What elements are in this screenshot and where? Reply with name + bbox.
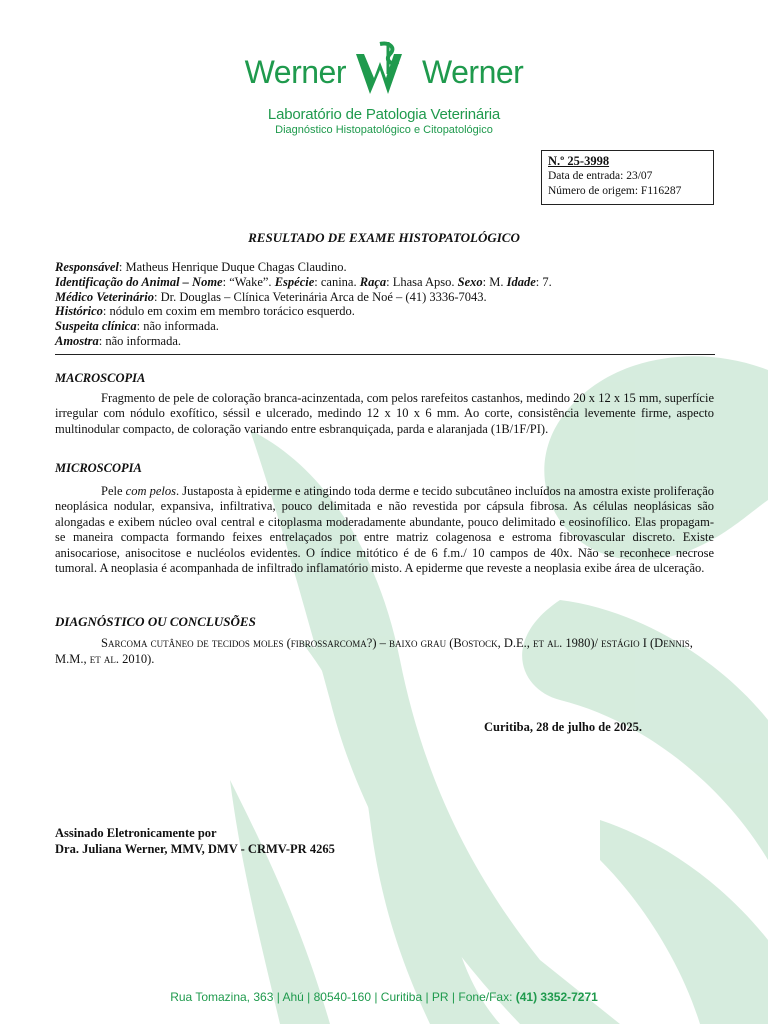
divider <box>55 354 715 355</box>
value-suspeita: : não informada. <box>136 319 219 334</box>
origin-number: Número de origem: F116287 <box>548 185 682 197</box>
value-idade: : 7. <box>535 274 552 289</box>
value-sexo: : M. <box>482 274 507 289</box>
label-historico: Histórico <box>55 304 103 319</box>
label-sexo: Sexo <box>457 274 483 289</box>
info-responsavel <box>55 260 715 275</box>
lab-tagline: Diagnóstico Histopatológico e Citopatológico <box>275 124 493 136</box>
microscopia-lead: Pele <box>101 484 126 498</box>
footer-address: Rua Tomazina, 363 | Ahú | 80540-160 | Curitiba | PR | Fone/Fax: <box>170 990 516 1004</box>
signature-block <box>55 825 335 857</box>
exam-id-box <box>541 150 714 205</box>
exam-number: N.º 25-3998 <box>548 154 610 168</box>
macroscopia-text: Fragmento de pele de coloração branca-acinzentada, com pelos rarefeitos castanhos, medindo 20 x 12 x 15 mm, superfície irregular com nódulo exofítico, séssil e ulcerado, medindo 12 x 10 x 6 mm. Ao corte, consistência levemente firme, aspecto multinodular compacto, de coloração variando entre esbranquiçada, parda e alaranjada (1B/1F/PI). <box>55 391 714 436</box>
label-medico: Médico Veterinário <box>55 289 154 304</box>
value-especie: : canina. <box>314 274 360 289</box>
microscopia-heading: MICROSCOPIA <box>55 461 142 475</box>
info-suspeita <box>55 319 715 334</box>
macroscopia-heading: MACROSCOPIA <box>55 371 146 385</box>
microscopia-text <box>55 484 714 576</box>
label-identificacao: Identificação do Animal – Nome <box>55 274 223 289</box>
logo-word-left: Werner <box>244 53 346 90</box>
label-amostra: Amostra <box>55 333 99 348</box>
signature-line1: Assinado Eletronicamente por <box>55 826 217 840</box>
lab-name: Laboratório de Patologia Veterinária <box>267 106 501 123</box>
patient-info <box>55 260 715 349</box>
info-identificacao <box>55 275 715 290</box>
entry-date: Data de entrada: 23/07 <box>548 170 653 182</box>
label-idade: Idade <box>506 274 536 289</box>
ww-emblem-icon <box>352 40 416 104</box>
diagnostico-text: Sarcoma cutâneo de tecidos moles (fibrossarcoma?) – baixo grau (Bostock, D.E., et al. 1980)/ estágio I (Dennis, M.M., et al. 2010). <box>55 636 693 666</box>
info-amostra <box>55 334 715 349</box>
microscopia-body: . Justaposta à epiderme e atingindo toda derme e tecido subcutâneo incluídos na amostra existe proliferação neoplásica nodular, expansiva, infiltrativa, pouco delimitada e não revestida por cápsula fibrosa. As células neoplásicas são alongadas e exibem núcleo oval central e citoplasma moderadamente abundante, pouco delimitado e eosinofílico. Elas propagam-se maneira compacta formando feixes entrelaçados por entre matriz colagenosa e estroma fibrovascular discreto. Existe anisocariose, anisocitose e nucléolos evidentes. O índice mitótico é de 6 f.m./ 10 campos de 40x. Não se reconhece necrose tumoral. A neoplasia é acompanhada de infiltrado inflamatório misto. A epiderme que reveste a neoplasia exibe área de ulceração. <box>55 484 715 576</box>
label-raca: Raça <box>359 274 387 289</box>
letterhead <box>0 40 768 136</box>
value-amostra: : não informada. <box>98 333 182 348</box>
value-raca: : Lhasa Apso. <box>386 274 458 289</box>
document-title: RESULTADO DE EXAME HISTOPATOLÓGICO <box>248 230 520 245</box>
microscopia-lead-italic: com pelos <box>125 484 176 498</box>
footer <box>0 990 768 1004</box>
label-suspeita: Suspeita clínica <box>55 319 137 334</box>
value-nome: : “Wake”. <box>222 274 275 289</box>
label-especie: Espécie <box>274 274 315 289</box>
info-historico <box>55 304 715 319</box>
date-line: Curitiba, 28 de julho de 2025. <box>484 720 643 734</box>
value-historico: : nódulo em coxim em membro torácico esquerdo. <box>102 304 355 319</box>
value-medico: : Dr. Douglas – Clínica Veterinária Arca de Noé – (41) 3336-7043. <box>153 289 487 304</box>
diagnostico-heading: DIAGNÓSTICO OU CONCLUSÕES <box>55 614 256 629</box>
signature-line2: Dra. Juliana Werner, MMV, DMV - CRMV-PR 4265 <box>55 842 335 856</box>
value-responsavel: : Matheus Henrique Duque Chagas Claudino. <box>118 260 347 274</box>
info-medico <box>55 290 715 305</box>
logo <box>0 40 768 104</box>
label-responsavel: Responsável <box>55 260 119 274</box>
logo-word-right: Werner <box>422 53 524 90</box>
footer-phone: (41) 3352-7271 <box>515 990 598 1004</box>
